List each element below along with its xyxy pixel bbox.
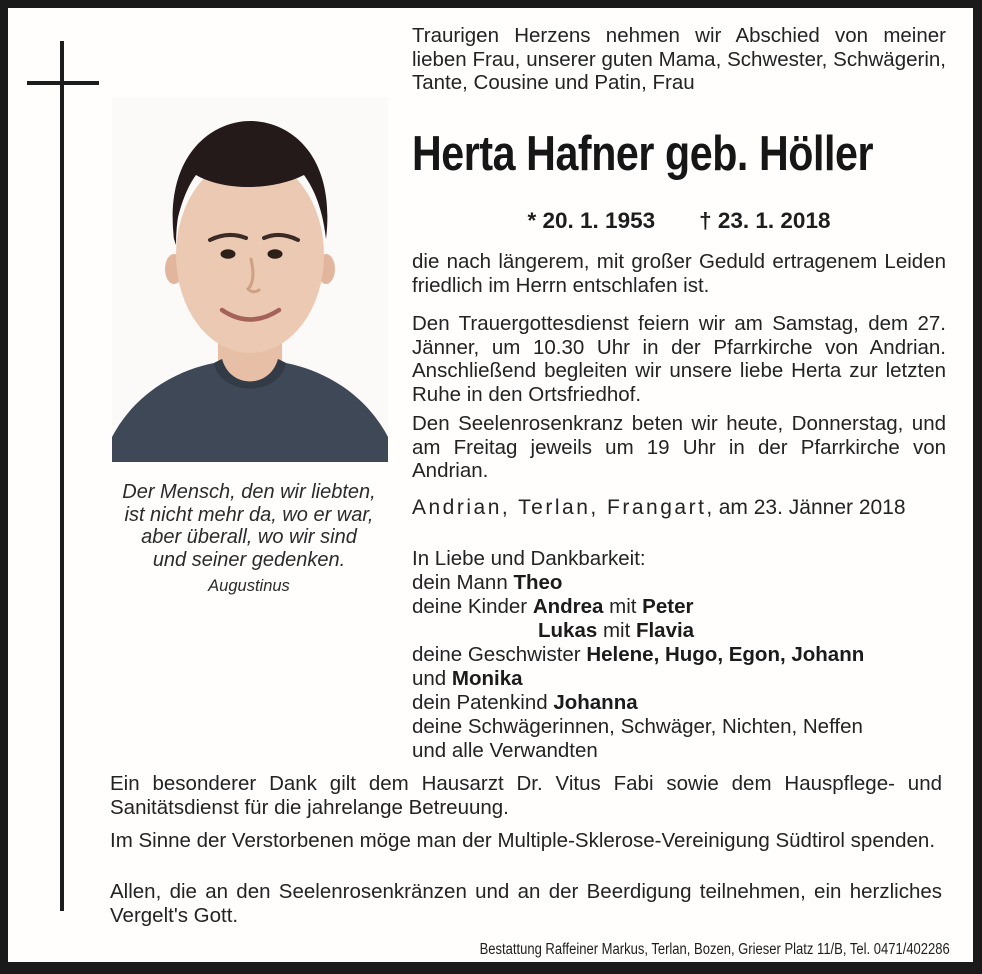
dateline-places: Andrian, Terlan, Frangart,: [412, 496, 715, 519]
funeral-home-credit: Bestattung Raffeiner Markus, Terlan, Bozen, Grieser Platz 11/B, Tel. 0471/402286: [479, 941, 950, 958]
deceased-name: Herta Hafner geb. Höller: [412, 127, 874, 181]
memorial-quote: [88, 481, 410, 598]
thanks-attendees-paragraph: Allen, die an den Seelenrosenkränzen und an der Beerdigung teilnehmen, ein herzliches Vergelt's Gott.: [110, 880, 942, 927]
intro-paragraph: Traurigen Herzens nehmen wir Abschied von meiner lieben Frau, unserer guten Mama, Schwester, Schwägerin, Tante, Cousine und Patin, Frau: [412, 24, 946, 94]
mourner-line: und alle Verwandten: [412, 739, 598, 762]
quote-author: Augustinus: [208, 577, 290, 595]
dateline-date: am 23. Jänner 2018: [718, 496, 906, 519]
place-dateline: [412, 496, 946, 520]
mourner-line: dein Patenkind Johanna: [412, 691, 638, 714]
quote-line: aber überall, wo wir sind: [141, 526, 357, 548]
memorial-cross-icon: [27, 81, 99, 85]
mourners-intro: In Liebe und Dankbarkeit:: [412, 547, 646, 570]
quote-line: und seiner gedenken.: [152, 548, 346, 571]
mourner-line: und Monika: [412, 667, 523, 690]
mourner-line: deine Geschwister Helene, Hugo, Egon, Johann: [412, 643, 865, 666]
quote-line: Der Mensch, den wir liebten,: [122, 481, 376, 503]
mourner-line: deine Kinder Andrea mit Peter: [412, 595, 694, 618]
mourner-line: Lukas mit Flavia: [538, 619, 695, 642]
rosary-paragraph: Den Seelenrosenkranz beten wir heute, Donnerstag, und am Freitag jeweils um 19 Uhr in der Pfarrkirche von Andrian.: [412, 412, 946, 482]
memorial-cross-icon: [60, 41, 64, 911]
life-dates: [412, 208, 946, 234]
thanks-doctor-paragraph: Ein besonderer Dank gilt dem Hausarzt Dr. Vitus Fabi sowie dem Hauspflege- und Sanitätsdienst für die jahrelange Betreuung.: [110, 772, 942, 819]
portrait-photo: [112, 97, 388, 462]
donation-paragraph: Im Sinne der Verstorbenen möge man der Multiple-Sklerose-Vereinigung Südtirol spenden.: [110, 829, 936, 852]
funeral-service-paragraph: Den Trauergottesdienst feiern wir am Samstag, dem 27. Jänner, um 10.30 Uhr in der Pfarrkirche von Andrian. Anschließend begleiten wir unsere liebe Herta zur letzten Ruhe in den Ortsfriedhof.: [412, 312, 946, 406]
quote-line: ist nicht mehr da, wo er war,: [124, 503, 374, 526]
mourner-line: dein Mann Theo: [412, 571, 563, 594]
mourner-line: deine Schwägerinnen, Schwäger, Nichten, Neffen: [412, 715, 863, 738]
birth-date: * 20. 1. 1953: [527, 208, 656, 233]
passing-paragraph: die nach längerem, mit großer Geduld ertragenem Leiden friedlich im Herrn entschlafen ist.: [412, 250, 946, 297]
death-date: † 23. 1. 2018: [699, 208, 831, 233]
mourners-list: [412, 547, 946, 763]
